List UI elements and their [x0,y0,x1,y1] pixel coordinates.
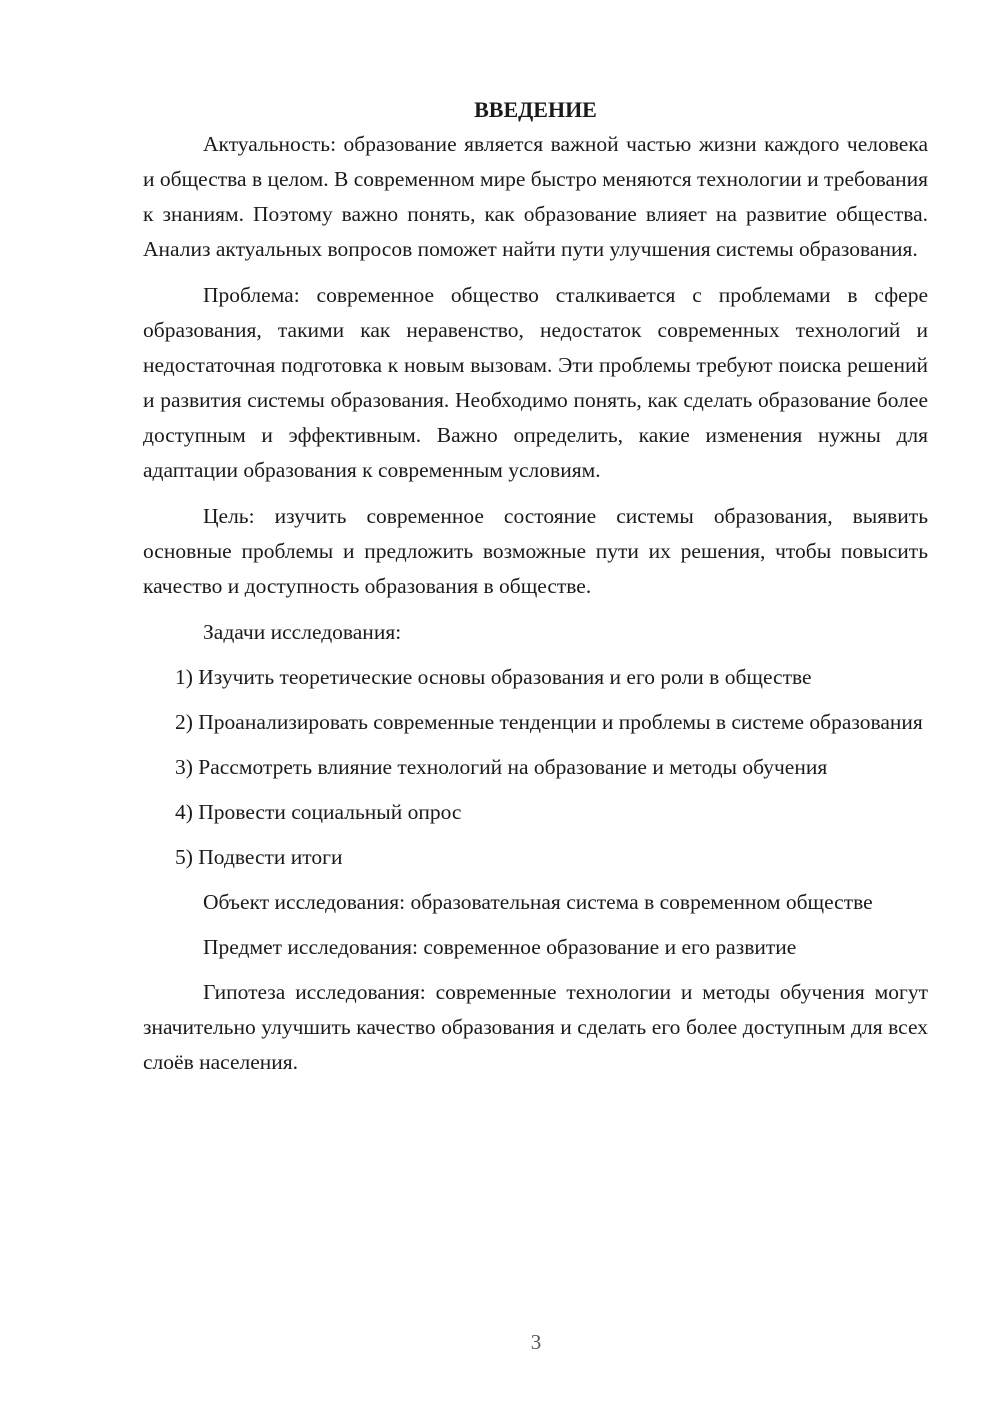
paragraph-object: Объект исследования: образовательная система в современном обществе [203,890,873,914]
paragraph-problem: Проблема: современное общество сталкивается с проблемами в сфере образования, такими как неравенство, недостаток современных технологий и недостаточная подготовка к новым вызовам. Эти проблемы требуют поиска решений и развития системы образования. Необходимо понять, как сделать образование более доступным и эффективным. Важно определить, какие изменения нужны для адаптации образования к современным условиям. [143,283,928,482]
list-item: 3) Рассмотреть влияние технологий на образование и методы обучения [175,755,828,779]
list-item: 4) Провести социальный опрос [175,800,462,824]
list-item: 5) Подвести итоги [175,845,343,869]
tasks-heading: Задачи исследования: [203,620,402,644]
list-item: 2) Проанализировать современные тенденции и проблемы в системе образования [175,710,923,734]
paragraph-relevance: Актуальность: образование является важной частью жизни каждого человека и общества в целом. В современном мире быстро меняются технологии и требования к знаниям. Поэтому важно понять, как образование влияет на развитие общества. Анализ актуальных вопросов поможет найти пути улучшения системы образования. [143,132,928,261]
paragraph-hypothesis: Гипотеза исследования: современные технологии и методы обучения могут значительно улучшить качество образования и сделать его более доступным для всех слоёв населения. [143,980,928,1074]
list-item: 1) Изучить теоретические основы образования и его роли в обществе [175,665,812,689]
document-title: ВВЕДЕНИЕ [474,97,597,122]
page-number: 3 [530,1330,542,1354]
document-page [143,94,928,1080]
paragraph-goal: Цель: изучить современное состояние системы образования, выявить основные проблемы и предложить возможные пути их решения, чтобы повысить качество и доступность образования в обществе. [143,504,928,598]
paragraph-subject: Предмет исследования: современное образование и его развитие [203,935,797,959]
